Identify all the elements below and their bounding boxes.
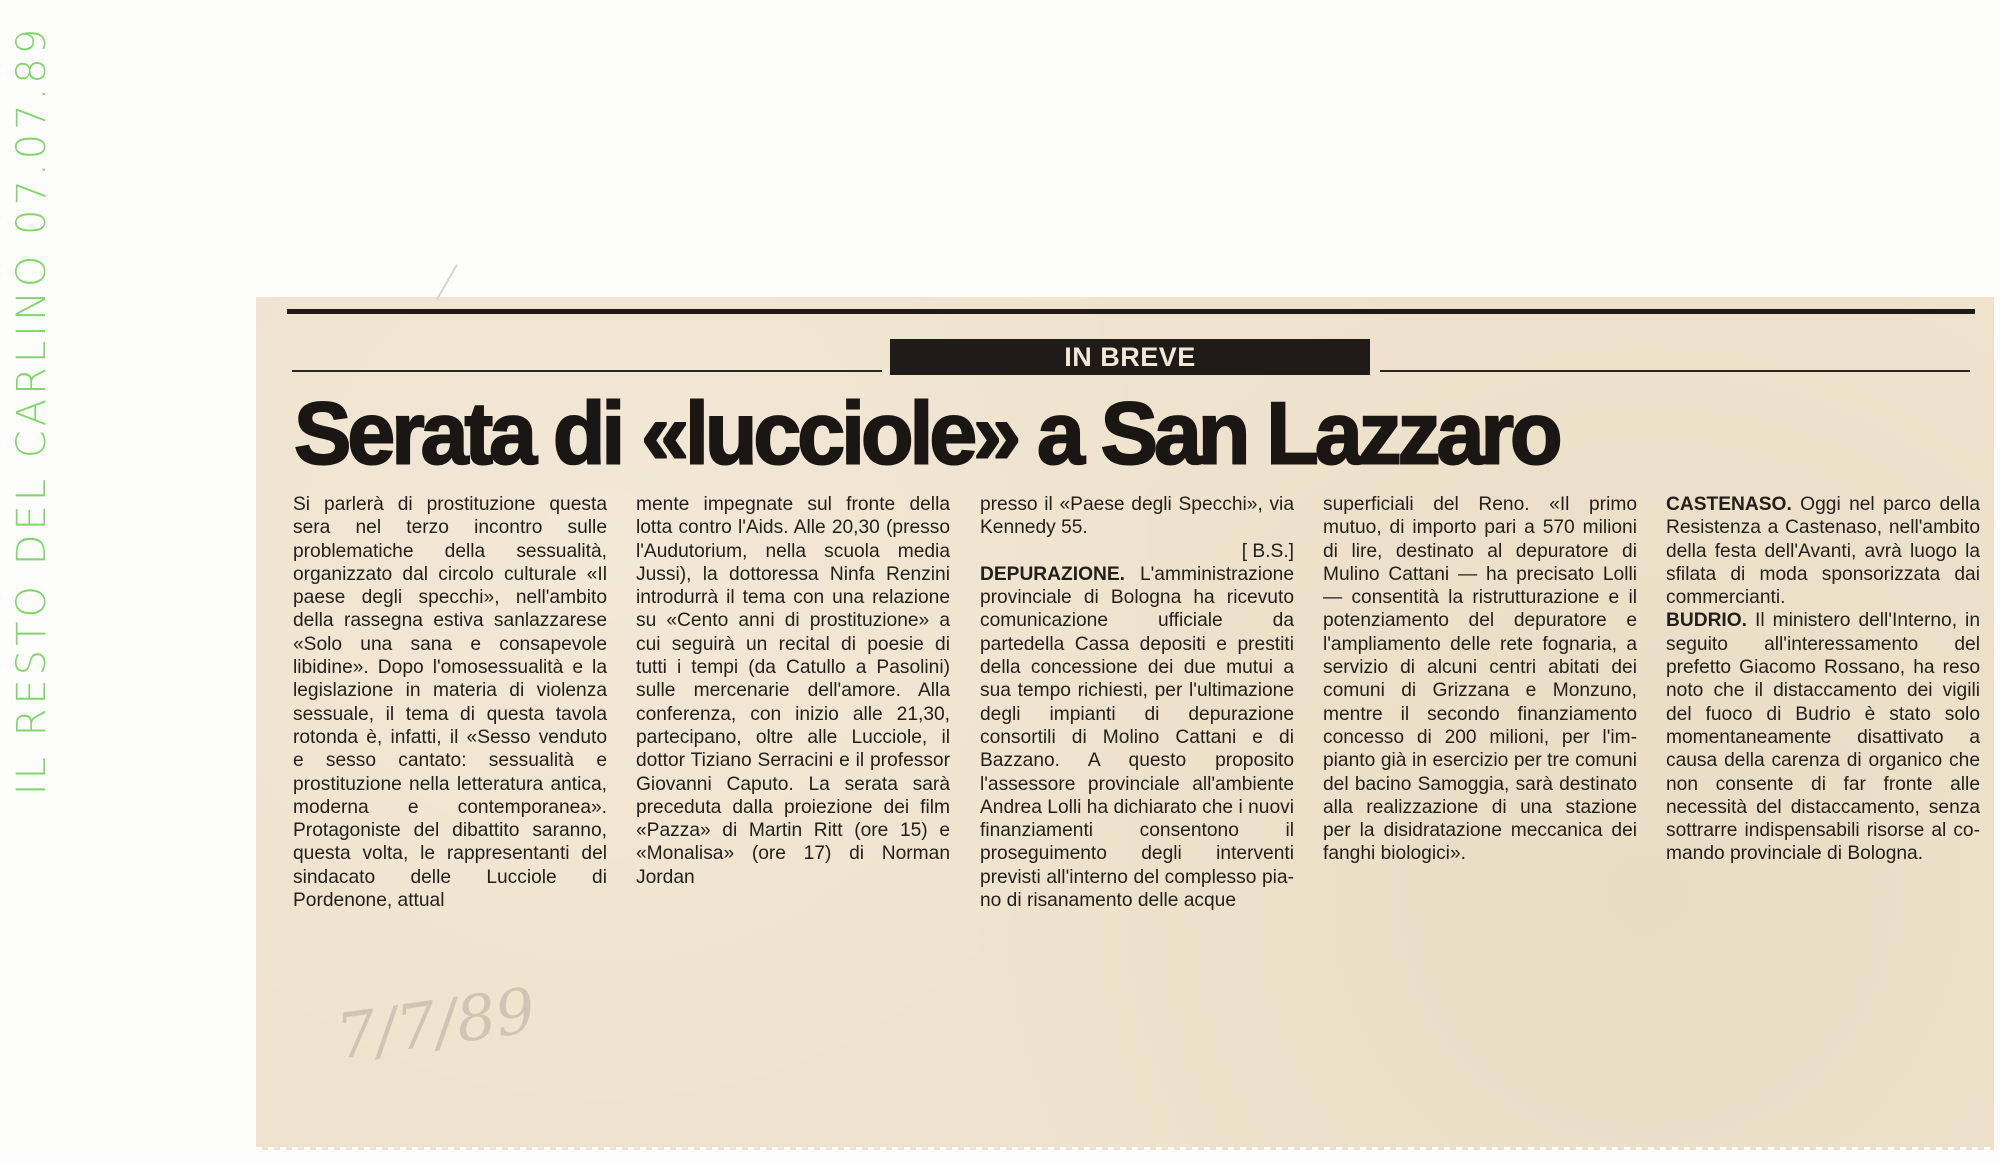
headline: Serata di «lucciole» a San Lazzaro bbox=[294, 385, 1559, 483]
faint-handwritten-date: 7/7/89 bbox=[331, 973, 540, 1074]
kicker-rule-right bbox=[1380, 370, 1970, 372]
article-column-5 bbox=[1666, 493, 1980, 866]
paragraph bbox=[636, 493, 950, 889]
paragraph bbox=[980, 493, 1294, 540]
paragraph-text: mente impegnate sul fronte della lotta contro l'Aids. Alle 20,30 (presso l'Audutorium, nella scuola media Jussi), la dottoressa Ninfa Renzini introdurrà il tema con una relazione su «Cento anni di prostituzione» a cui seguirà un recital di poesie di tutti i tempi (da Catullo a Pasolini) sulle mercenarie dell'amore. Alla conferenza, con inizio alle 21,30, partecipano, oltre alle Lucciole, il dottor Tiziano Serracini e il professor Giovanni Caputo. La serata sarà preceduta dalla proiezione dei film «Pazza» di Martin Ritt (ore 15) e «Monalisa» (ore 17) di Norman Jordan bbox=[636, 494, 950, 888]
paragraph-text: L'amministrazione provinciale di Bologna ha ricevuto comunicazione ufficiale da partedella Cassa depositi e prestiti della concessione dei due mutui a sua tempo richiesti, per l'ultimazione degli impianti di depurazione consortili di Molino Cattani e di Bazzano. A questo proposito l'assessore provinciale all'ambiente Andrea Lolli ha dichiarato che i nuovi finanziamenti consentono il proseguimento degli interventi previsti all'interno del complesso piano di risanamento delle acque bbox=[980, 563, 1294, 912]
byline bbox=[980, 540, 1294, 563]
paragraph bbox=[980, 563, 1294, 912]
annotation-text: IL RESTO DEL CARLINO 07.07.89 bbox=[9, 24, 55, 796]
paragraph bbox=[1323, 493, 1637, 866]
paragraph-text: Si parlerà di prostituzione questa sera nel terzo incontro sulle problematiche della sessualità, organizzato dal circolo culturale «Il paese degli specchi», nell'ambito della rassegna estiva sanlazzarese «Solo una sana e consapevole libidine». Dopo l'omosessualità e la legislazione in materia di violenza sessuale, il tema di questa tavola rotonda è, infatti, il «Sesso venduto e sesso cantato: sessualità e prostituzione nella letteratura antica, moderna e contemporanea». Protagoniste del dibattito saranno, questa volta, le rappresentanti del sindacato delle Lucciole di Pordenone, attual bbox=[293, 494, 607, 912]
paragraph bbox=[293, 493, 607, 912]
paragraph-text: presso il «Paese degli Specchi», via Kennedy 55. bbox=[980, 494, 1294, 539]
paper-tear-mark bbox=[436, 264, 458, 300]
paragraph-text: superficiali del Reno. «Il primo mutuo, di importo pari a 570 milioni di lire, destinato al depuratore di Mulino Cattani — ha precisato Lolli — consentità la ristrutturazione e il potenziamento del depuratore e l'ampliamento delle rete fognaria, a servizio di alcuni centri abitati dei comuni di Grizzana e Monzuno, mentre il secondo finanziamento concesso di 200 milioni, per l'impianto già in esercizio per tre comuni del bacino Samoggia, sarà destinato alla realizzazione di una stazione per la disidratazione meccanica dei fanghi biologici». bbox=[1323, 494, 1637, 865]
article-column-1 bbox=[293, 493, 607, 912]
paragraph-lead: CASTENASO. bbox=[1666, 494, 1792, 515]
article-column-3 bbox=[980, 493, 1294, 912]
paragraph-lead: BUDRIO. bbox=[1666, 610, 1748, 632]
article-column-4 bbox=[1323, 493, 1637, 866]
torn-bottom-edge bbox=[256, 1147, 1994, 1153]
article-columns bbox=[293, 493, 1980, 973]
article-column-2 bbox=[636, 493, 950, 889]
paragraph-lead: DEPURAZIONE. bbox=[980, 563, 1125, 585]
top-rule bbox=[287, 309, 1975, 314]
paragraph-text: Il ministero dell'Interno, in seguito all'interessamento del prefetto Giacomo Rossano, ha reso noto che il distaccamento dei vigili del fuoco di Budrio è stato solo momentaneamente disattivato a causa della carenza di organico che non consente di far fronte alle necessità del distaccamento, senza sottrarre indispensabili risorse al comando provinciale di Bologna. bbox=[1666, 610, 1980, 865]
author-initials: [ B.S.] bbox=[1241, 540, 1294, 562]
handwritten-source-annotation bbox=[2, 20, 62, 800]
kicker-rule-left bbox=[292, 370, 882, 372]
section-kicker: IN BREVE bbox=[890, 339, 1370, 375]
paragraph bbox=[1666, 609, 1980, 865]
newspaper-clipping bbox=[256, 297, 1994, 1150]
paragraph-text: Oggi nel parco della Resistenza a Castenaso, nell'ambito della festa dell'Avanti, avrà luogo la sfilata di moda sponsorizzata dai commercianti. bbox=[1666, 494, 1980, 609]
paragraph bbox=[1666, 493, 1980, 609]
